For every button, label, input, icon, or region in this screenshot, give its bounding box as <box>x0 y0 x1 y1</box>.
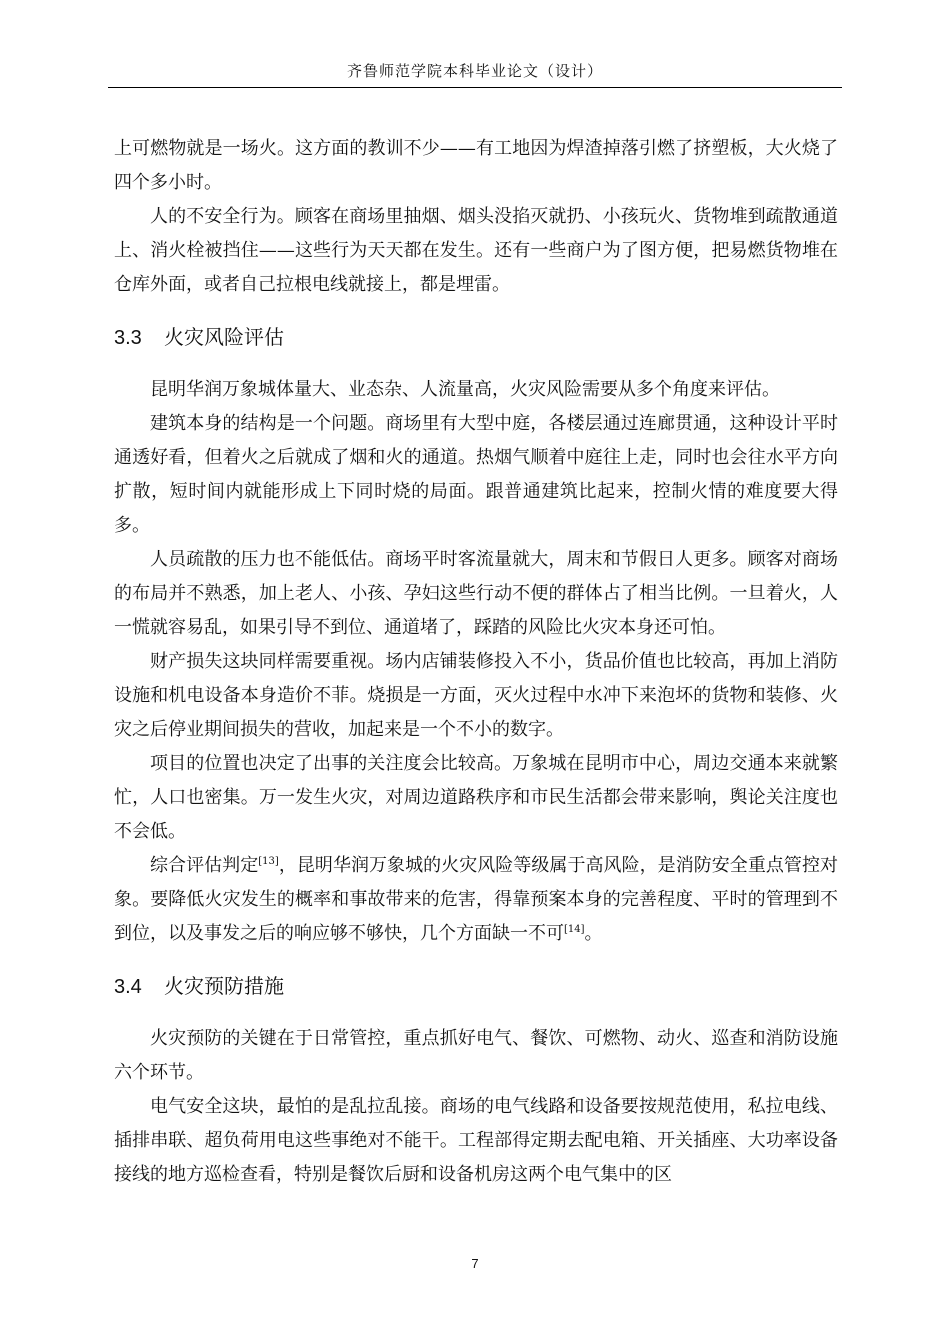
page-number: 7 <box>471 1256 479 1271</box>
paragraph-prevention-intro: 火灾预防的关键在于日常管控，重点抓好电气、餐饮、可燃物、动火、巡查和消防设施六个环节。 <box>114 1028 838 1083</box>
paragraph-structure: 建筑本身的结构是一个问题。商场里有大型中庭，各楼层通过连廊贯通，这种设计平时通透好看，但着火之后就成了烟和火的通道。热烟气顺着中庭往上走，同时也会往水平方向扩散，短时间内就能形成上下同时烧的局面。跟普通建筑比起来，控制火情的难度要大得多。 <box>114 413 838 536</box>
citation-ref: [14] <box>564 924 585 935</box>
paragraph-continued: 上可燃物就是一场火。这方面的教训不少——有工地因为焊渣掉落引燃了挤塑板，大火烧了四个多小时。 <box>114 138 838 193</box>
header-rule <box>108 87 842 88</box>
running-header: 齐鲁师范学院本科毕业论文（设计） <box>346 62 603 80</box>
text-span: 。 <box>584 923 603 944</box>
paragraph-property-loss: 财产损失这块同样需要重视。场内店铺装修投入不小，货品价值也比较高，再加上消防设施和机电设备本身造价不菲。烧损是一方面，灭火过程中水冲下来泡坏的货物和装修、火灾之后停业期间损失的营收，加起来是一个不小的数字。 <box>114 651 838 740</box>
section-number: 3.4 <box>114 976 142 998</box>
paragraph-assessment <box>114 849 838 951</box>
citation-ref: [13] <box>258 856 279 867</box>
text-span: ，昆明华润万象城的火灾风险等级属于高风险，是消防安全重点管控对象。要降低火灾发生的概率和事故带来的危害，得靠预案本身的完善程度、平时的管理到不到位，以及事发之后的响应够不够快，几个方面缺一不可 <box>114 855 839 944</box>
section-number: 3.3 <box>114 327 142 349</box>
paragraph-electrical-safety: 电气安全这块，最怕的是乱拉乱接。商场的电气线路和设备要按规范使用，私拉电线、插排串联、超负荷用电这些事绝对不能干。工程部得定期去配电箱、开关插座、大功率设备接线的地方巡检查看，特别是餐饮后厨和设备机房这两个电气集中的区 <box>114 1096 838 1185</box>
page-body <box>114 132 838 1192</box>
paragraph-evacuation: 人员疏散的压力也不能低估。商场平时客流量就大，周末和节假日人更多。顾客对商场的布局并不熟悉，加上老人、小孩、孕妇这些行动不便的群体占了相当比例。一旦着火，人一慌就容易乱，如果引导不到位、通道堵了，踩踏的风险比火灾本身还可怕。 <box>114 549 838 638</box>
section-heading-3-3 <box>114 322 838 353</box>
section-title: 火灾预防措施 <box>164 974 284 998</box>
section-title: 火灾风险评估 <box>164 325 284 349</box>
paragraph-location: 项目的位置也决定了出事的关注度会比较高。万象城在昆明市中心，周边交通本来就繁忙，人口也密集。万一发生火灾，对周边道路秩序和市民生活都会带来影响，舆论关注度也不会低。 <box>114 753 838 842</box>
text-span: 综合评估判定 <box>150 855 259 876</box>
section-heading-3-4 <box>114 971 838 1002</box>
paragraph-intro: 昆明华润万象城体量大、业态杂、人流量高，火灾风险需要从多个角度来评估。 <box>150 379 780 400</box>
paragraph-unsafe-behavior: 人的不安全行为。顾客在商场里抽烟、烟头没掐灭就扔、小孩玩火、货物堆到疏散通道上、消火栓被挡住——这些行为天天都在发生。还有一些商户为了图方便，把易燃货物堆在仓库外面，或者自己拉根电线就接上，都是埋雷。 <box>114 206 838 295</box>
